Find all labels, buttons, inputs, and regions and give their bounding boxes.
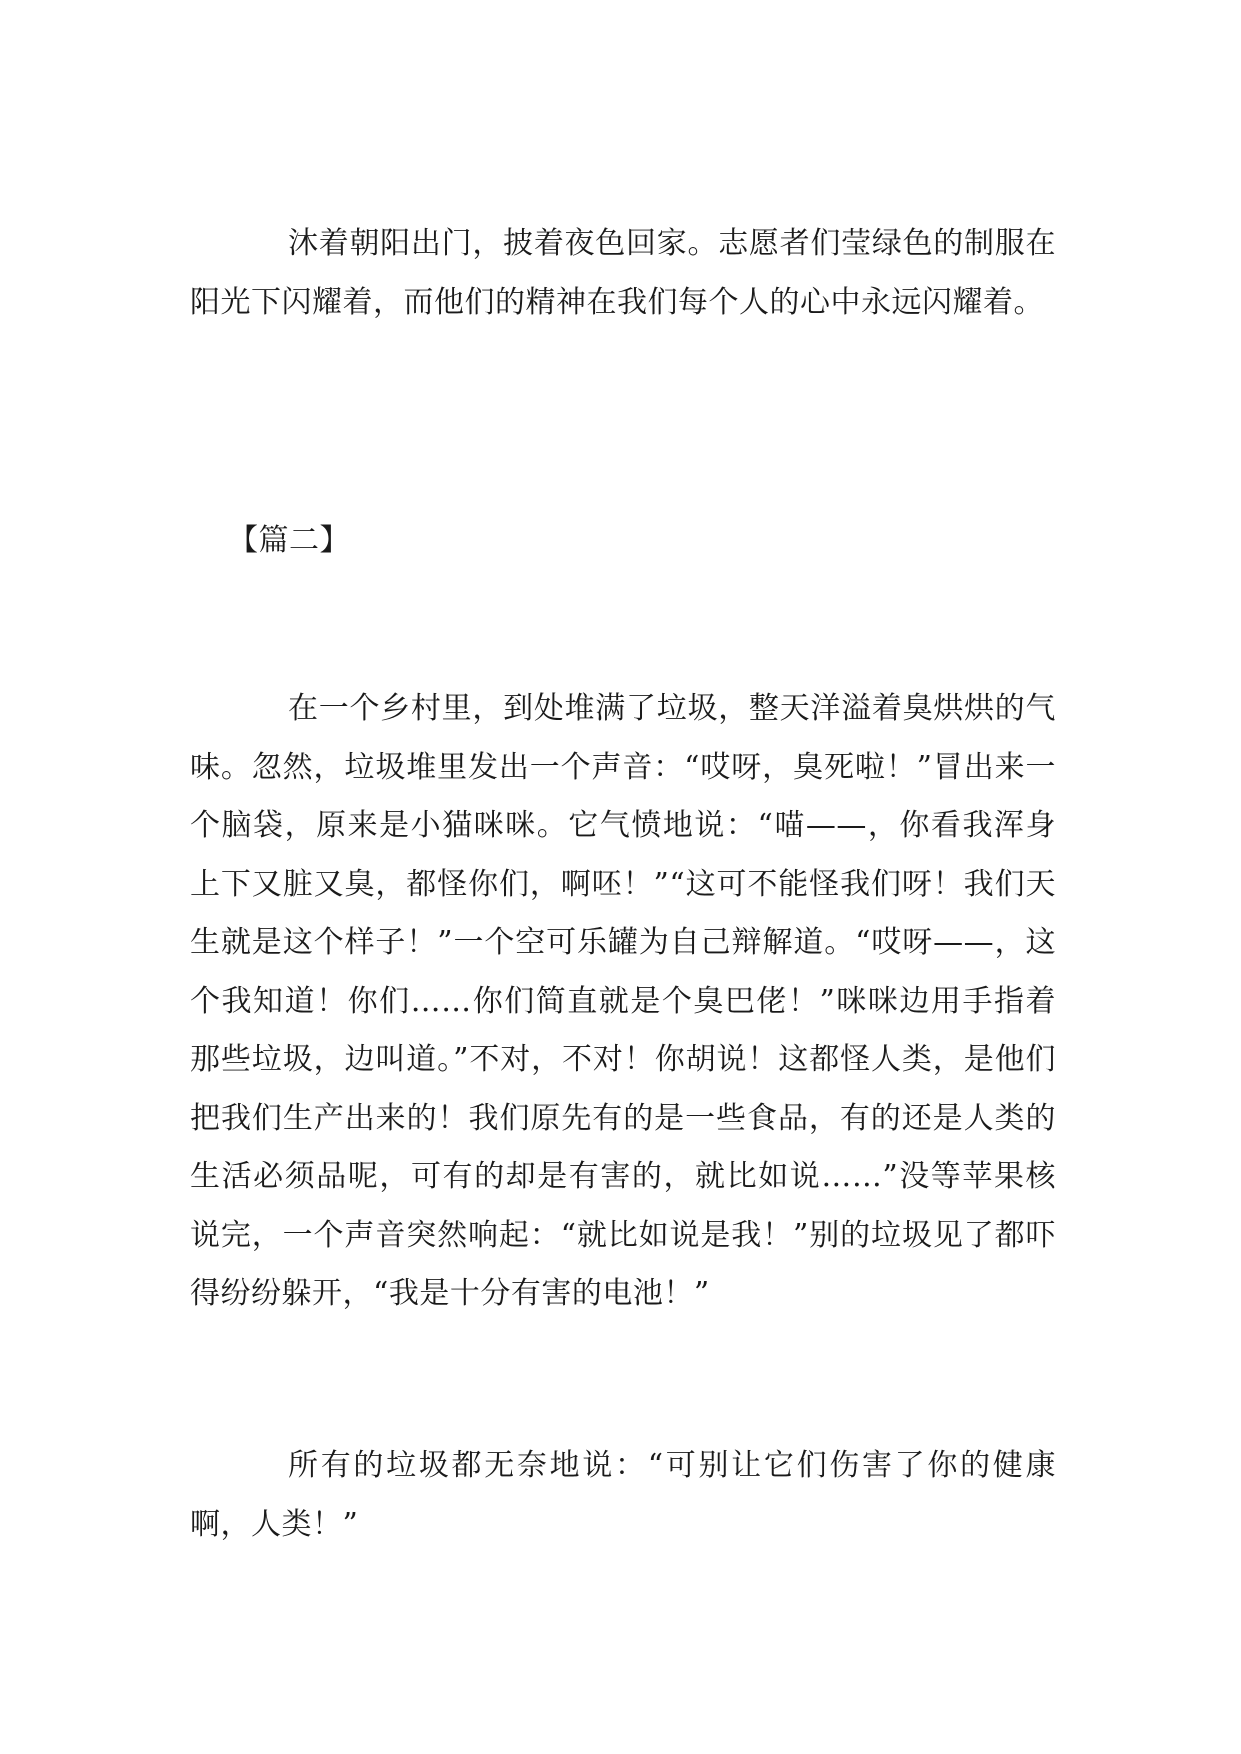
paragraph-volunteers: 沐着朝阳出门，披着夜色回家。志愿者们莹绿色的制服在阳光下闪耀着，而他们的精神在我们每个人的心中永远闪耀着。	[190, 226, 1056, 320]
paragraph-conclusion: 所有的垃圾都无奈地说：“可别让它们伤害了你的健康啊，人类！”	[190, 1448, 1056, 1542]
paragraph-garbage-story: 在一个乡村里，到处堆满了垃圾，整天洋溢着臭烘烘的气味。忽然，垃圾堆里发出一个声音：“哎呀，臭死啦！”冒出来一个脑袋，原来是小猫咪咪。它气愤地说：“喵——，你看我浑身上下又脏又臭，都怪你们，啊呸！”“这可不能怪我们呀！我们天生就是这个样子！”一个空可乐罐为自己辩解道。“哎呀——，这个我知道！你们……你们简直就是个臭巴佬！”咪咪边用手指着那些垃圾，边叫道。”不对，不对！你胡说！这都怪人类，是他们把我们生产出来的！我们原先有的是一些食品，有的还是人类的生活必须品呢，可有的却是有害的，就比如说……”没等苹果核说完，一个声音突然响起：“就比如说是我！”别的垃圾见了都吓得纷纷躲开，“我是十分有害的电池！”	[190, 691, 1056, 1311]
section-heading: 【篇二】	[228, 523, 350, 558]
